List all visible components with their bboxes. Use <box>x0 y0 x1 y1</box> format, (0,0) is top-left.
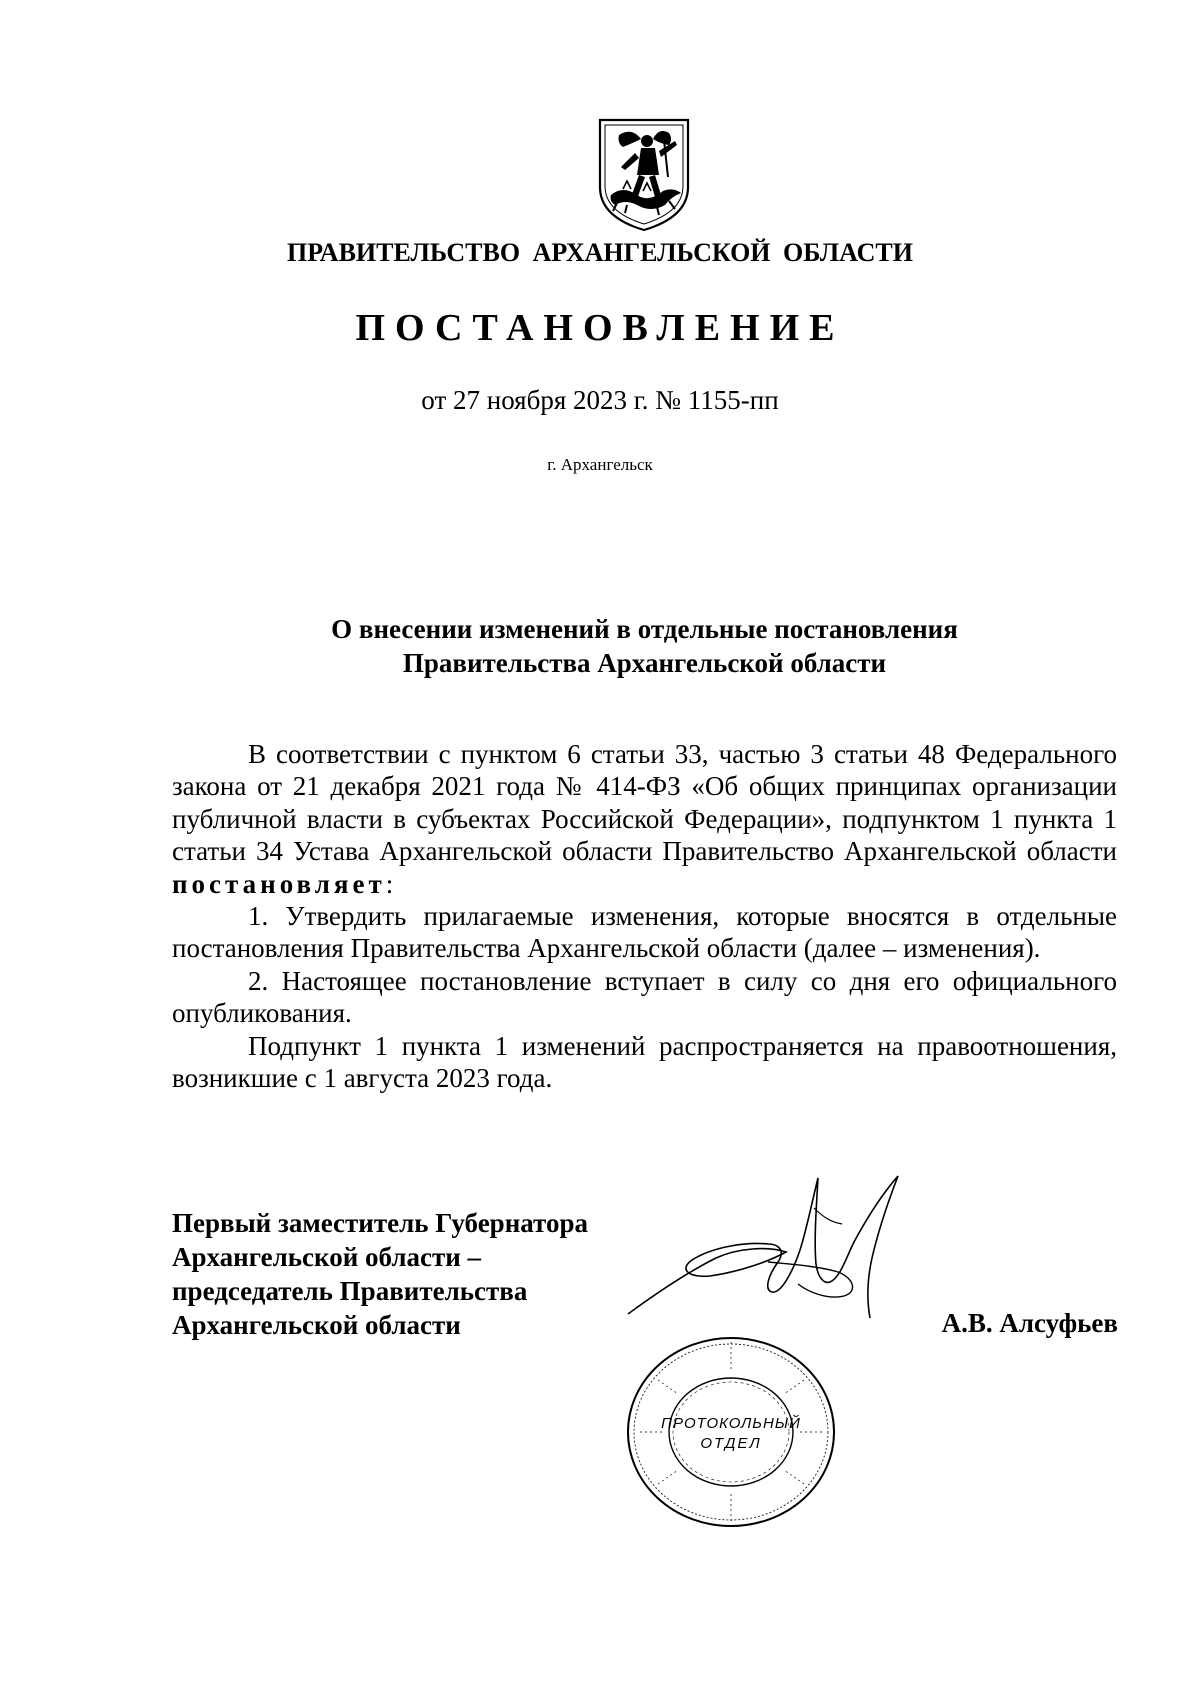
signer-position-line-1: Первый заместитель Губернатора <box>172 1208 588 1238</box>
body-item-2: 2. Настоящее постановление вступает в силу со дня его официального опубликования. <box>172 965 1117 1029</box>
document-body <box>172 738 1117 1094</box>
coat-of-arms-icon <box>597 117 691 233</box>
body-preamble <box>172 738 1117 900</box>
round-seal-stamp-icon <box>622 1332 840 1532</box>
organization-name: ПРАВИТЕЛЬСТВО АРХАНГЕЛЬСКОЙ ОБЛАСТИ <box>287 238 913 267</box>
signer-position-line-2: Архангельской области – <box>172 1242 482 1272</box>
handwritten-signature-icon <box>618 1172 920 1320</box>
signer-position-line-3: председатель Правительства <box>172 1276 528 1306</box>
signer-position-line-4: Архангельской области <box>172 1310 461 1340</box>
document-title <box>172 612 1117 680</box>
stamp-center-line-1: ПРОТОКОЛЬНЫЙ <box>661 1415 801 1432</box>
stamp-center-line-2: ОТДЕЛ <box>700 1435 762 1452</box>
document-city: г. Архангельск <box>547 455 653 474</box>
body-item-3: Подпункт 1 пункта 1 изменений распространяется на правоотношения, возникшие с 1 августа 2023 года. <box>172 1030 1117 1094</box>
title-line-1: О внесении изменений в отдельные постановления <box>331 614 958 644</box>
decree-colon: : <box>385 868 394 899</box>
document-type: ПОСТАНОВЛЕНИЕ <box>355 307 845 349</box>
title-line-2: Правительства Архангельской области <box>402 648 887 678</box>
document-date-number: от 27 ноября 2023 г. № 1155-пп <box>421 385 779 415</box>
signer-name: А.В. Алсуфьев <box>941 1308 1118 1338</box>
body-item-1: 1. Утвердить прилагаемые изменения, которые вносятся в отдельные постановления Правительства Архангельской области (далее – изменения). <box>172 901 1117 964</box>
preamble-text: В соответствии с пунктом 6 статьи 33, частью 3 статьи 48 Федерального закона от 21 декабря 2021 года № 414-ФЗ «Об общих принципах организации публичной власти в субъектах Российской Федерации», подпунктом 1 пункта 1 статьи 34 Устава Архангельской области Правительство Архангельской области <box>172 739 1117 867</box>
decree-word: постановляет <box>172 868 386 899</box>
